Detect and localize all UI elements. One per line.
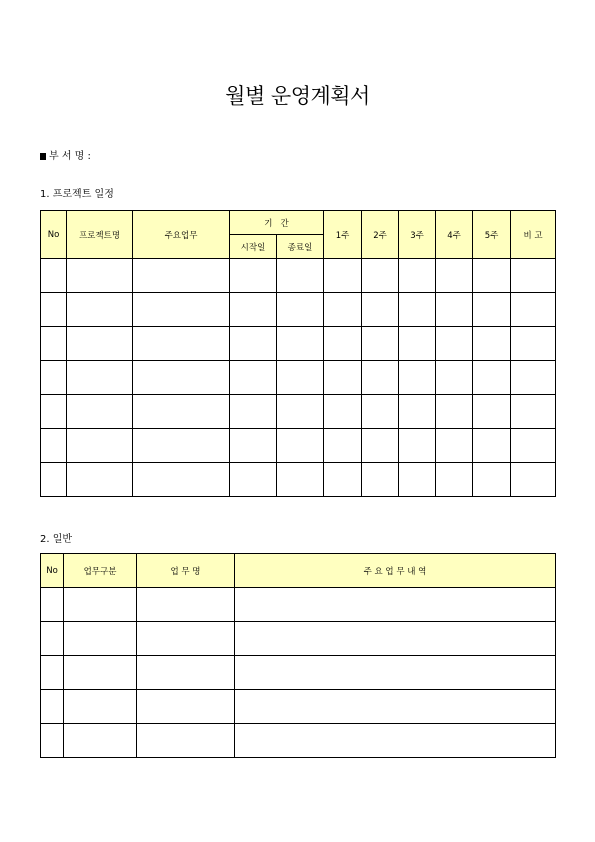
project-schedule-table	[40, 210, 556, 497]
table-cell[interactable]	[230, 259, 277, 293]
table-cell[interactable]	[133, 361, 230, 395]
header-main-task-details: 주 요 업 무 내 역	[235, 554, 556, 588]
table-cell[interactable]	[436, 259, 473, 293]
table-cell[interactable]	[277, 395, 324, 429]
table-cell[interactable]	[41, 327, 67, 361]
table-cell[interactable]	[473, 327, 511, 361]
table-cell[interactable]	[324, 429, 362, 463]
table-cell[interactable]	[67, 463, 133, 497]
table-cell[interactable]	[324, 463, 362, 497]
table-cell[interactable]	[436, 463, 473, 497]
table-cell[interactable]	[67, 429, 133, 463]
square-bullet-icon	[40, 153, 46, 160]
table-cell[interactable]	[64, 724, 137, 758]
table-row	[41, 327, 556, 361]
table-cell[interactable]	[277, 361, 324, 395]
table-cell[interactable]	[324, 361, 362, 395]
table-cell[interactable]	[41, 588, 64, 622]
table-cell[interactable]	[235, 690, 556, 724]
table-cell[interactable]	[473, 395, 511, 429]
table-cell[interactable]	[436, 327, 473, 361]
table-cell[interactable]	[133, 293, 230, 327]
table-cell[interactable]	[137, 724, 235, 758]
general-tasks-table	[40, 553, 556, 758]
department-label: 부 서 명 :	[49, 151, 91, 162]
header-no: No	[41, 554, 64, 588]
table-cell[interactable]	[399, 361, 436, 395]
table-cell[interactable]	[137, 656, 235, 690]
table-cell[interactable]	[436, 395, 473, 429]
header-no: No	[41, 211, 67, 259]
table-cell[interactable]	[133, 395, 230, 429]
table-row	[41, 622, 556, 656]
table-cell[interactable]	[473, 259, 511, 293]
table-cell[interactable]	[41, 259, 67, 293]
table-cell[interactable]	[137, 588, 235, 622]
header-week3: 3주	[399, 211, 436, 259]
department-line	[40, 147, 91, 162]
table-cell[interactable]	[399, 327, 436, 361]
table-row	[41, 724, 556, 758]
table-cell[interactable]	[230, 429, 277, 463]
table-row	[41, 463, 556, 497]
header-week4: 4주	[436, 211, 473, 259]
table-cell[interactable]	[277, 429, 324, 463]
table-cell[interactable]	[473, 293, 511, 327]
table-cell[interactable]	[324, 259, 362, 293]
page-title: 월별 운영계획서	[225, 84, 370, 108]
table-cell[interactable]	[511, 293, 556, 327]
table-cell[interactable]	[399, 395, 436, 429]
table-cell[interactable]	[277, 259, 324, 293]
table-cell[interactable]	[41, 395, 67, 429]
table-cell[interactable]	[64, 622, 137, 656]
table-cell[interactable]	[67, 395, 133, 429]
table-cell[interactable]	[230, 327, 277, 361]
section1-heading: 1. 프로젝트 일정	[40, 189, 114, 200]
table-cell[interactable]	[137, 690, 235, 724]
table-cell[interactable]	[511, 327, 556, 361]
header-project-name: 프로젝트명	[67, 211, 133, 259]
table-row	[41, 361, 556, 395]
table-cell[interactable]	[362, 361, 399, 395]
table-cell[interactable]	[235, 588, 556, 622]
table-cell[interactable]	[511, 395, 556, 429]
table-cell[interactable]	[41, 293, 67, 327]
table-row	[41, 259, 556, 293]
header-period: 기 간	[230, 211, 324, 235]
table-cell[interactable]	[277, 327, 324, 361]
header-end-date: 종료일	[277, 235, 324, 259]
table-cell[interactable]	[64, 656, 137, 690]
table-cell[interactable]	[399, 429, 436, 463]
table-cell[interactable]	[67, 259, 133, 293]
table-cell[interactable]	[230, 361, 277, 395]
table-cell[interactable]	[230, 463, 277, 497]
table-cell[interactable]	[362, 327, 399, 361]
table-cell[interactable]	[511, 259, 556, 293]
table-cell[interactable]	[41, 724, 64, 758]
table-cell[interactable]	[362, 429, 399, 463]
table-cell[interactable]	[511, 463, 556, 497]
table-row	[41, 656, 556, 690]
table-cell[interactable]	[511, 429, 556, 463]
table-cell[interactable]	[41, 622, 64, 656]
table-cell[interactable]	[64, 588, 137, 622]
table-row	[41, 429, 556, 463]
table-cell[interactable]	[362, 395, 399, 429]
table-cell[interactable]	[436, 293, 473, 327]
table-cell[interactable]	[67, 293, 133, 327]
table-cell[interactable]	[41, 690, 64, 724]
table-row	[41, 293, 556, 327]
table-cell[interactable]	[230, 293, 277, 327]
header-start-date: 시작일	[230, 235, 277, 259]
table-cell[interactable]	[277, 293, 324, 327]
table-cell[interactable]	[436, 429, 473, 463]
table-cell[interactable]	[473, 429, 511, 463]
header-task-category: 업무구분	[64, 554, 137, 588]
table-cell[interactable]	[362, 463, 399, 497]
table-cell[interactable]	[436, 361, 473, 395]
table-cell[interactable]	[399, 293, 436, 327]
table-cell[interactable]	[235, 724, 556, 758]
table-cell[interactable]	[67, 361, 133, 395]
table-cell[interactable]	[67, 327, 133, 361]
header-main-task: 주요업무	[133, 211, 230, 259]
table-cell[interactable]	[324, 395, 362, 429]
table-row	[41, 588, 556, 622]
table-cell[interactable]	[137, 622, 235, 656]
table-cell[interactable]	[324, 327, 362, 361]
header-remarks: 비 고	[511, 211, 556, 259]
table-cell[interactable]	[41, 429, 67, 463]
table-cell[interactable]	[277, 463, 324, 497]
table-cell[interactable]	[41, 656, 64, 690]
header-task-name: 업 무 명	[137, 554, 235, 588]
table-cell[interactable]	[362, 259, 399, 293]
header-week1: 1주	[324, 211, 362, 259]
header-week5: 5주	[473, 211, 511, 259]
table-cell[interactable]	[133, 429, 230, 463]
table-cell[interactable]	[235, 622, 556, 656]
section2-heading: 2. 일반	[40, 534, 73, 545]
table-row	[41, 690, 556, 724]
table-cell[interactable]	[399, 463, 436, 497]
table-cell[interactable]	[41, 361, 67, 395]
table-cell[interactable]	[399, 259, 436, 293]
table-cell[interactable]	[362, 293, 399, 327]
table-cell[interactable]	[324, 293, 362, 327]
table-cell[interactable]	[133, 259, 230, 293]
table-cell[interactable]	[230, 395, 277, 429]
table-row	[41, 395, 556, 429]
table-cell[interactable]	[133, 327, 230, 361]
header-week2: 2주	[362, 211, 399, 259]
table-cell[interactable]	[473, 463, 511, 497]
table-cell[interactable]	[473, 361, 511, 395]
table-cell[interactable]	[133, 463, 230, 497]
table-cell[interactable]	[41, 463, 67, 497]
table-cell[interactable]	[64, 690, 137, 724]
table-cell[interactable]	[235, 656, 556, 690]
table-cell[interactable]	[511, 361, 556, 395]
